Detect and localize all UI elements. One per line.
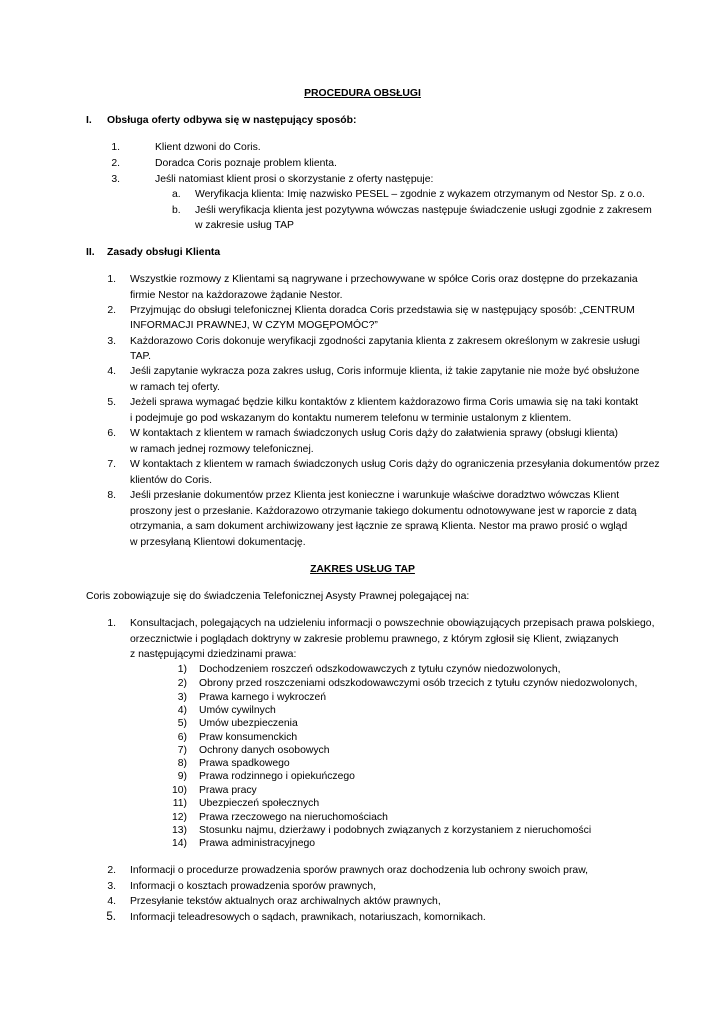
- sublist-item: Weryfikacja klienta: Imię nazwisko PESEL – zgodnie z wykazem otrzymanym od Nestor Sp. z o.o.: [195, 189, 645, 200]
- list-item: Wszystkie rozmowy z Klientami są nagrywane i przechowywane w spółce Coris oraz dostępne do przekazania: [130, 274, 638, 285]
- sublist-letter: b.: [172, 205, 181, 216]
- list-number: 8.: [107, 490, 116, 501]
- list-item-continued: klientów do Coris.: [130, 475, 213, 486]
- law-area: Prawa karnego i wykroczeń: [199, 692, 327, 703]
- scope-intro: Coris zobowiązuje się do świadczenia Telefonicznej Asysty Prawnej polegającej na:: [86, 591, 470, 602]
- list-number: 6.: [107, 428, 116, 439]
- law-area-number: 9): [177, 771, 187, 782]
- list-number: 7.: [107, 459, 116, 470]
- sublist-letter: a.: [172, 189, 181, 200]
- law-area: Dochodzeniem roszczeń odszkodowawczych z tytułu czynów niedozwolonych,: [199, 664, 561, 675]
- list-item: Przesyłanie tekstów aktualnych oraz archiwalnych aktów prawnych,: [130, 896, 441, 907]
- list-item: Informacji o procedurze prowadzenia sporów prawnych oraz dochodzenia lub ochrony swoich praw,: [130, 865, 589, 876]
- list-number: 3.: [107, 336, 116, 347]
- section-2-heading: Zasady obsługi Klienta: [107, 247, 221, 258]
- list-item-continued: otrzymania, a sam dokument archiwizowany jest łącznie ze sprawą Klienta. Nestor ma prawo prosić o wgląd: [130, 521, 628, 532]
- list-number: 2.: [107, 865, 116, 876]
- section-2-numeral: II.: [86, 247, 95, 258]
- list-number: 2.: [111, 158, 120, 169]
- section-1-numeral: I.: [86, 115, 92, 126]
- law-area: Prawa pracy: [199, 785, 257, 796]
- list-item-continued: z następującymi dziedzinami prawa:: [130, 649, 297, 660]
- list-item: Jeżeli sprawa wymagać będzie kilku kontaktów z klientem każdorazowo firma Coris umawia się na taki kontakt: [130, 397, 639, 408]
- list-number: 4.: [107, 896, 116, 907]
- list-item: Jeśli natomiast klient prosi o skorzystanie z oferty następuje:: [155, 174, 434, 185]
- law-area: Umów cywilnych: [199, 705, 276, 716]
- law-area-number: 10): [171, 785, 187, 796]
- law-area: Praw konsumenckich: [199, 732, 298, 743]
- list-item: Jeśli zapytanie wykracza poza zakres usług, Coris informuje klienta, iż takie zapytanie nie może być obsłużone: [130, 366, 640, 377]
- list-item: Klient dzwoni do Coris.: [155, 142, 261, 153]
- list-item: Każdorazowo Coris dokonuje weryfikacji zgodności zapytania klienta z zakresem określonym w zakresie usługi: [130, 336, 640, 347]
- sublist-item-continued: w zakresie usług TAP: [195, 220, 294, 231]
- list-item-continued: w ramach jednej rozmowy telefonicznej.: [130, 444, 314, 455]
- law-area: Prawa rzeczowego na nieruchomościach: [199, 812, 388, 823]
- section-1-heading: Obsługa oferty odbywa się w następujący sposób:: [107, 115, 357, 126]
- list-number: 5.: [106, 910, 116, 923]
- list-item: Jeśli przesłanie dokumentów przez Klienta jest konieczne i warunkuje właściwe doradztwo wówczas Klient: [130, 490, 620, 501]
- law-area-number: 11): [172, 798, 187, 809]
- document-title: PROCEDURA OBSŁUGI: [304, 88, 421, 99]
- law-area: Obrony przed roszczeniami odszkodowawczymi osób trzecich z tytułu czynów niedozwolonych,: [199, 678, 638, 689]
- law-area: Umów ubezpieczenia: [199, 718, 298, 729]
- list-number: 2.: [107, 305, 116, 316]
- law-area-number: 13): [171, 825, 187, 836]
- list-number: 1.: [107, 274, 116, 285]
- scope-title: ZAKRES USŁUG TAP: [310, 564, 415, 575]
- law-area: Stosunku najmu, dzierżawy i podobnych związanych z korzystaniem z nieruchomości: [199, 825, 592, 836]
- list-item-continued: w ramach tej oferty.: [130, 382, 220, 393]
- law-area-number: 12): [171, 812, 187, 823]
- list-number: 4.: [107, 366, 116, 377]
- law-area: Prawa rodzinnego i opiekuńczego: [199, 771, 355, 782]
- list-item-continued: orzecznictwie i poglądach doktryny w zakresie problemu prawnego, z którym zgłosił się Klient, związanych: [130, 634, 619, 645]
- list-item-continued: firmie Nestor na każdorazowe żądanie Nestor.: [130, 290, 343, 301]
- law-area: Ochrony danych osobowych: [199, 745, 330, 756]
- list-item-continued: w przesyłaną Klientowi dokumentację.: [130, 537, 306, 548]
- list-item: Informacji o kosztach prowadzenia sporów prawnych,: [130, 881, 377, 892]
- list-item-continued: TAP.: [130, 351, 151, 362]
- law-area-number: 14): [171, 838, 187, 849]
- list-item: W kontaktach z klientem w ramach świadczonych usług Coris dąży do załatwienia sprawy (obsługi klienta): [130, 428, 618, 439]
- list-number: 3.: [107, 881, 116, 892]
- list-item: W kontaktach z klientem w ramach świadczonych usług Coris dąży do ograniczenia przesyłania dokumentów przez: [130, 459, 660, 470]
- law-area: Ubezpieczeń społecznych: [199, 798, 320, 809]
- list-item: Doradca Coris poznaje problem klienta.: [155, 158, 337, 169]
- law-area-number: 1): [177, 664, 187, 675]
- law-area-number: 5): [177, 718, 187, 729]
- law-area-number: 2): [177, 678, 187, 689]
- list-item-continued: i podejmuje go pod wskazanym do kontaktu numerem telefonu w terminie ustalonym z klientem.: [130, 413, 572, 424]
- list-number: 3.: [111, 174, 120, 185]
- law-area: Prawa administracyjnego: [199, 838, 316, 849]
- list-item: Konsultacjach, polegających na udzieleniu informacji o powszechnie obowiązujących przepisach prawa polskiego,: [130, 618, 655, 629]
- list-number: 5.: [107, 397, 116, 408]
- law-area-number: 3): [177, 692, 187, 703]
- law-area-number: 8): [177, 758, 187, 769]
- list-item-continued: proszony jest o przesłanie. Każdorazowo otrzymanie takiego dokumentu odnotowywane jest w raporcie z datą: [130, 506, 637, 517]
- list-item-continued: INFORMACJI PRAWNEJ, W CZYM MOGĘPOMÓC?”: [130, 320, 378, 331]
- law-area-number: 4): [177, 705, 187, 716]
- law-area-number: 6): [177, 732, 187, 743]
- list-item: Przyjmując do obsługi telefonicznej Klienta doradca Coris przedstawia się w następujący sposób: „CENTRUM: [130, 305, 635, 316]
- list-number: 1.: [111, 142, 120, 153]
- law-area: Prawa spadkowego: [199, 758, 290, 769]
- sublist-item: Jeśli weryfikacja klienta jest pozytywna wówczas następuje świadczenie usługi zgodnie z zakresem: [195, 205, 652, 216]
- list-item: Informacji teleadresowych o sądach, prawnikach, notariuszach, komornikach.: [130, 912, 486, 923]
- list-number: 1.: [107, 618, 116, 629]
- law-area-number: 7): [177, 745, 187, 756]
